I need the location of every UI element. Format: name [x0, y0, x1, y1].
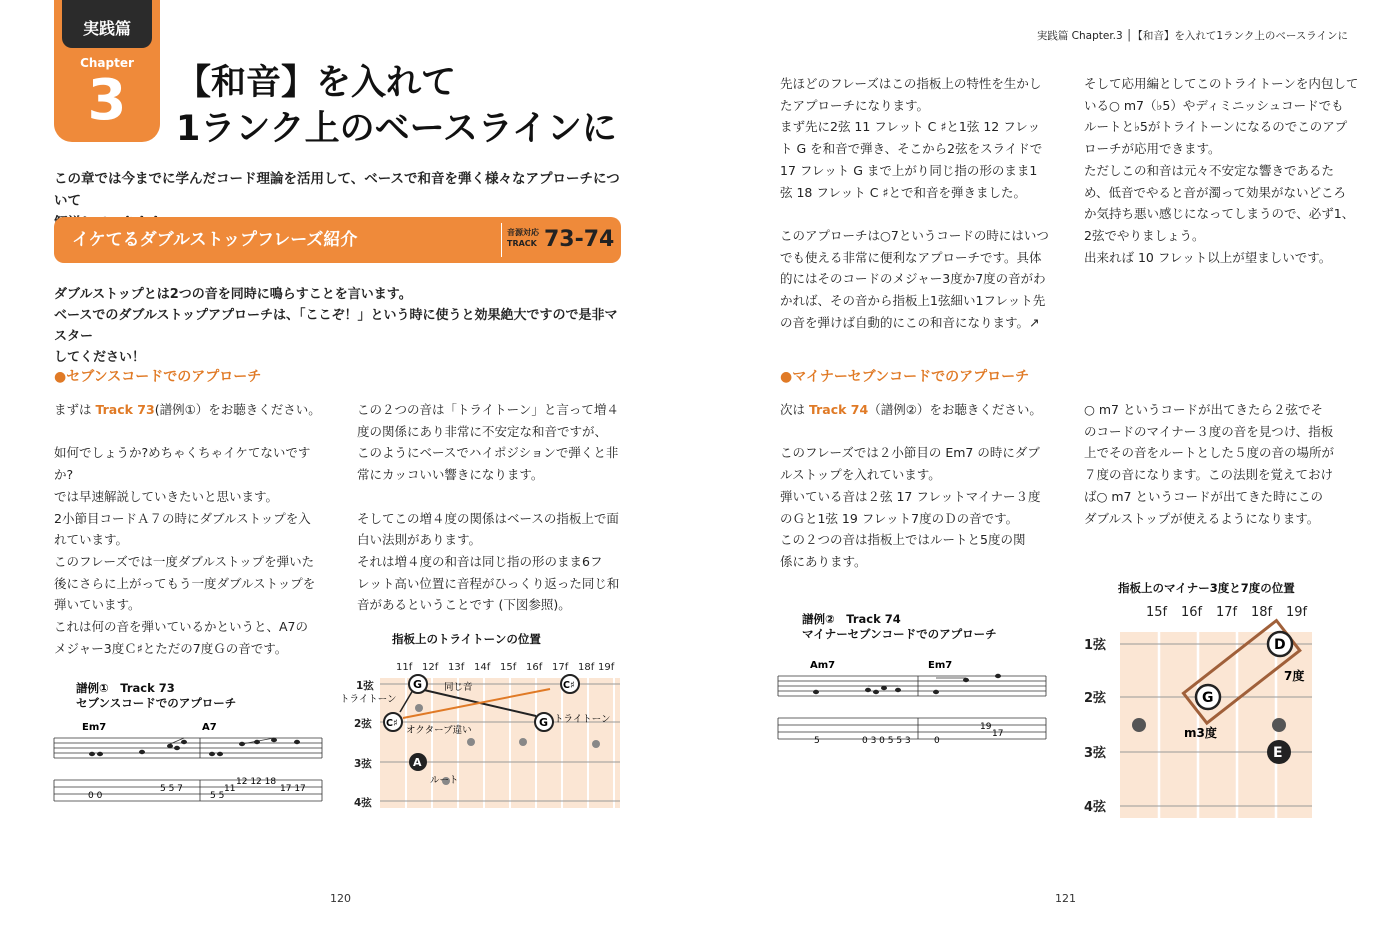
string-label: 4弦 [1084, 800, 1107, 815]
label-octave: オクターブ違い [406, 725, 472, 736]
string-label: 3弦 [354, 758, 372, 770]
text-line: か気持ち悪い感じになってしまうので、必ず1、 [1084, 206, 1355, 222]
score-example2 [776, 654, 1048, 748]
text-line: 弦 18 フレット C ♯とで和音を弾きました。 [780, 184, 1026, 200]
title-line1: 【和音】を入れて [176, 63, 457, 103]
fret-label: 15f [1146, 605, 1168, 620]
chord-label-a7: A7 [202, 722, 217, 733]
text-line: メジャー3度Ｃ♯とただの7度Ｇの音です。 [54, 640, 288, 656]
chord-label-em7: Em7 [82, 722, 107, 733]
text-line: この２つの音は「トライトーン」と言って増４ [357, 402, 619, 417]
text-line: 2弦でやりましょう。 [1084, 227, 1205, 243]
intro-line: ダブルストップとは2つの音を同時に鳴らすことを言います。 [54, 287, 412, 302]
score-example1 [52, 716, 324, 808]
text-line: 上でその音をルートとした５度の音の場所が [1084, 445, 1335, 461]
page-number-left: 120 [330, 892, 351, 905]
text-line: 17 フレット G まで上がり同じ指の形のまま1 [780, 162, 1038, 178]
fret-label: 14f [474, 662, 491, 673]
label-root: ルート [430, 775, 459, 786]
text-line: 弾いています。 [54, 597, 141, 613]
text-line: ルートと♭5がトライトーンになるのでこのアプ [1084, 119, 1348, 135]
text-line: 先ほどのフレーズはこの指板上の特性を生かし [780, 76, 1042, 91]
left-column-2 [357, 399, 632, 616]
intro-line: してください！ [54, 350, 146, 365]
note-e-label: E [1273, 745, 1283, 761]
text-line: ローチが応用できます。 [1084, 141, 1221, 157]
text-span: （譜例②）をお聴きください。 [868, 402, 1042, 417]
text-line: そしてこの増４度の関係はベースの指板上で面 [357, 510, 619, 526]
text-line: か? [54, 467, 74, 483]
text-line: 常にカッコいい響きになります。 [357, 467, 544, 483]
example2-caption [802, 612, 997, 642]
text-line: これは何の音を弾いているかというと、A7の [54, 619, 309, 635]
text-line: 的にはそのコードのメジャー3度か7度の音がわ [780, 271, 1046, 287]
tab-numbers: 0 3 0 5 5 3 [862, 736, 911, 746]
page-title [176, 60, 617, 152]
text-line: 如何でしょうか?めちゃくちゃイケてないです [54, 445, 311, 461]
fret-label: 16f [526, 662, 543, 673]
right-column-3 [780, 399, 1055, 573]
text-line: 白い法則があります。 [357, 532, 482, 548]
fret-label: 19f [1286, 605, 1308, 620]
text-line: ７度の音になります。この法則を覚えておけ [1084, 467, 1334, 483]
text-line: かれば、その音から指板上1弦細い1フレット先 [780, 293, 1046, 309]
fretboard2-title: 指板上のマイナー3度と7度の位置 [1118, 581, 1295, 595]
tab-numbers: 5 5 7 [160, 784, 183, 794]
tab-numbers: 17 [992, 729, 1004, 739]
text-line: このようにベースでハイポジションで弾くと非 [357, 445, 619, 461]
text-line: この２つの音は指板上ではルートと5度の関 [780, 532, 1026, 548]
note-g-label: G [1202, 690, 1214, 706]
chapter-tab-label: 実践篇 [62, 0, 152, 48]
text-line: め、低音でやると音が濁って効果がないどころ [1084, 184, 1347, 200]
text-line: 度の関係にあり非常に不安定な和音ですが、 [357, 423, 608, 439]
tab-numbers: 0 0 [88, 791, 103, 801]
intro-paragraph [54, 284, 629, 368]
track-link-74[interactable]: Track 74 [808, 402, 869, 417]
fret-label: 16f [1181, 605, 1203, 620]
intro-line: ベースでのダブルストップアプローチは、「ここぞ！」という時に使うと効果絶大ですので是非マスター [54, 308, 618, 344]
fret-label: 15f [500, 662, 517, 673]
text-line: ト G を和音で弾き、そこから2弦をスライドで [780, 141, 1043, 157]
string-label: 4弦 [354, 797, 372, 809]
fret-label: 18f [1251, 605, 1273, 620]
text-line: のＧと1弦 19 フレット7度のＤの音です。 [780, 510, 1019, 526]
chord-label-am7: Am7 [810, 660, 836, 671]
text-line: 弾いている音は２弦 17 フレットマイナー３度 [780, 488, 1041, 504]
label-tritone: トライトーン [554, 714, 611, 725]
text-line: の音を弾けば自動的にこの和音になります。↗ [780, 314, 1040, 330]
fretboard1-title: 指板上のトライトーンの位置 [392, 632, 541, 646]
label-tritone: トライトーン [340, 694, 397, 705]
fret-label: 13f [448, 662, 465, 673]
section-title: イケてるダブルストップフレーズ紹介 [72, 230, 358, 250]
note-cs-label: C♯ [563, 680, 575, 691]
text-line: ば○ m7 というコードが出てきた時にこの [1084, 488, 1323, 504]
chapter-tab [54, 0, 160, 142]
note-g-label: G [413, 678, 423, 691]
fret-label: 19f [598, 662, 615, 673]
section-heading-minor-seventh: ●マイナーセブンコードでのアプローチ [780, 369, 1030, 385]
track-caption-line2: TRACK [507, 239, 537, 248]
note-g-label: G [539, 716, 549, 729]
string-label: 2弦 [354, 718, 372, 730]
chapter-number: 3 [87, 68, 127, 133]
text-line: ただしこの和音は元々不安定な響きであるた [1084, 162, 1335, 178]
text-line: レット高い位置に音程がひっくり返った同じ和 [357, 575, 620, 591]
tab-numbers: 5 [814, 736, 820, 746]
string-label: 3弦 [1084, 746, 1107, 761]
tab-numbers: 17 17 [280, 784, 306, 794]
text-line: では早速解説していきたいと思います。 [54, 488, 279, 504]
text-line: 2小節目コードＡ７の時にダブルストップを入 [54, 510, 311, 526]
fret-label: 11f [396, 662, 413, 673]
example2-label: 譜例② Track 74 [802, 612, 901, 626]
fret-label: 18f [578, 662, 595, 673]
text-line: いる○ m7（♭5）やディミニッシュコードでも [1084, 97, 1344, 113]
text-line: このフレーズでは２小節目の Em7 の時にダブ [780, 445, 1040, 461]
text-span: (譜例①）をお聴きください。 [154, 402, 321, 417]
example1-label: 譜例① Track 73 [76, 681, 175, 695]
fretboard-tritone-diagram [336, 656, 624, 814]
text-line: ○ m7 というコードが出てきたら２弦でそ [1084, 402, 1323, 417]
fret-label: 17f [1216, 605, 1238, 620]
text-line [54, 399, 329, 421]
text-line [780, 399, 1055, 421]
text-line: 音があるということです (下図参照)。 [357, 597, 571, 613]
lead-line: この章では今までに学んだコード理論を活用して、ベースで和音を弾く様々なアプローチについて [54, 171, 620, 209]
text-line: まず先に2弦 11 フレット C ♯と1弦 12 フレッ [780, 119, 1041, 135]
tab-numbers: 11 [224, 784, 236, 794]
section-heading-seventh: ●セブンスコードでのアプローチ [54, 369, 262, 385]
label-7th: 7度 [1284, 669, 1305, 683]
text-line: でも使える非常に便利なアプローチです。具体 [780, 249, 1042, 265]
chord-label-em7: Em7 [928, 660, 953, 671]
fretboard-background [380, 678, 620, 808]
text-line: このアプローチは○7というコードの時にはいつ [780, 227, 1049, 243]
tab-numbers: 0 [934, 736, 940, 746]
string-label: 1弦 [356, 680, 374, 692]
track-numbers: 73-74 [544, 227, 615, 252]
right-column-1 [780, 73, 1055, 333]
fretboard-minor-diagram [1076, 600, 1316, 822]
tab-numbers: 12 12 18 [236, 777, 277, 787]
title-line2: 1ランク上のベースラインに [176, 109, 617, 149]
note-cs-label: C♯ [386, 718, 398, 729]
label-m3: m3度 [1184, 726, 1217, 740]
text-line: 出来れば 10 フレット以上が望ましいです。 [1084, 249, 1332, 265]
fret-label: 12f [422, 662, 439, 673]
text-line: ルストップを入れています。 [780, 467, 941, 483]
example1-subtitle: セブンスコードでのアプローチ [76, 696, 237, 710]
example1-caption [76, 681, 236, 711]
running-header: 実践篇 Chapter.3 │【和音】を入れて1ランク上のベースラインに [1036, 30, 1348, 42]
section-bar [54, 217, 621, 263]
example2-subtitle: マイナーセブンコードでのアプローチ [802, 627, 997, 641]
note-d-label: D [1274, 637, 1286, 653]
tab-numbers: 19 [980, 722, 992, 732]
track-caption [507, 227, 539, 249]
section-divider [501, 223, 502, 257]
text-line: このフレーズでは一度ダブルストップを弾いた [54, 553, 315, 569]
tab-numbers: 5 5 [210, 791, 225, 801]
text-line: のコードのマイナー３度の音を見つけ、指板 [1084, 423, 1334, 439]
text-line: 後にさらに上がってもう一度ダブルストップを [54, 575, 316, 591]
track-link-73[interactable]: Track 73 [95, 402, 155, 417]
text-line: それは増４度の和音は同じ指の形のまま6フ [357, 553, 603, 569]
text-line: たアプローチになります。 [780, 97, 930, 113]
right-column-2 [1084, 73, 1359, 268]
string-label: 2弦 [1084, 691, 1107, 706]
text-line: 係にあります。 [780, 553, 867, 569]
fret-label: 17f [552, 662, 569, 673]
right-column-4 [1084, 399, 1359, 529]
text-span: 次は [780, 402, 809, 417]
chapter-word: Chapter [80, 56, 134, 70]
text-span: まずは [54, 402, 96, 417]
note-a-label: A [413, 756, 422, 769]
left-column-1 [54, 399, 329, 659]
text-line: ダブルストップが使えるようになります。 [1084, 510, 1320, 526]
track-caption-line1: 音源対応 [507, 228, 539, 237]
text-line: そして応用編としてこのトライトーンを内包して [1084, 76, 1359, 91]
string-label: 1弦 [1084, 638, 1107, 653]
label-same-note: 同じ音 [444, 682, 473, 693]
text-line: れています。 [54, 532, 129, 548]
page-number-right: 121 [1055, 892, 1076, 905]
